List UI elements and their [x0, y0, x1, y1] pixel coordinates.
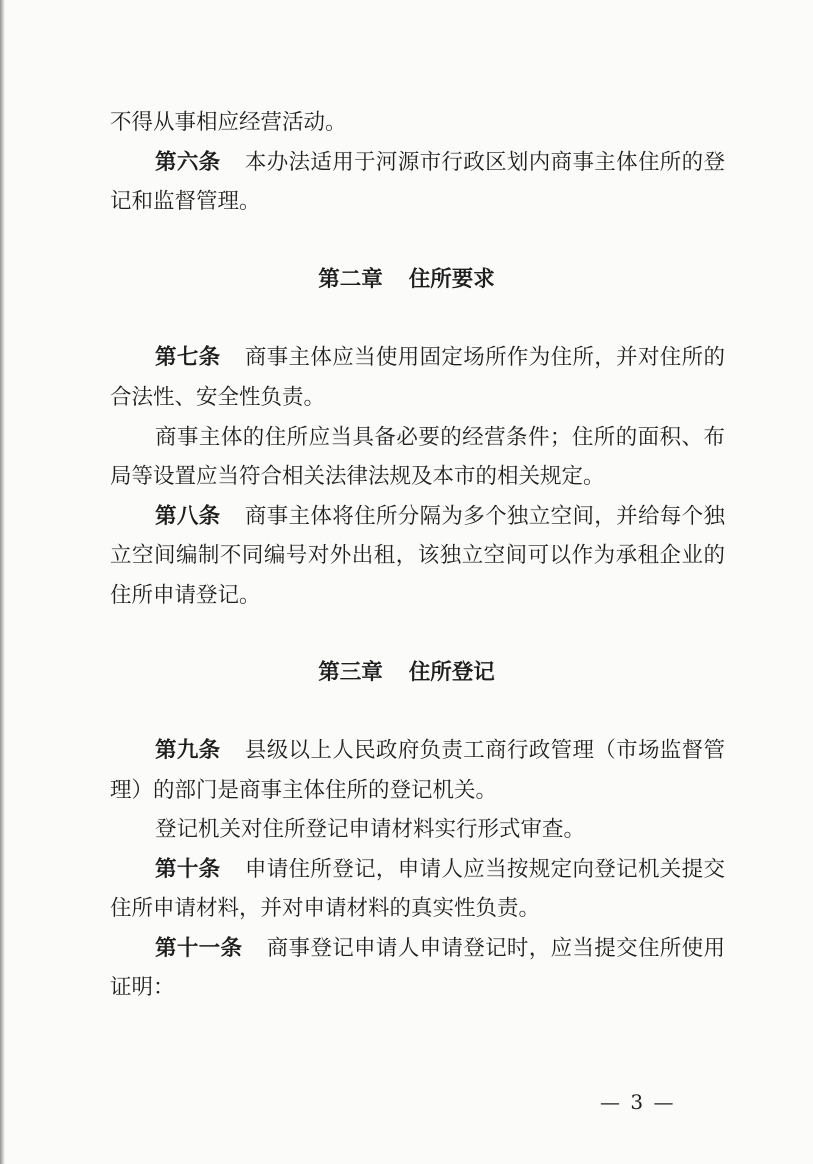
article-label: 第九条	[155, 738, 221, 763]
text-line: 住所申请材料，并对申请材料的真实性负责。	[110, 896, 541, 921]
text-line: 记和监督管理。	[110, 189, 261, 214]
chapter-title: 住所登记	[408, 660, 495, 685]
text-line: 合法性、安全性负责。	[110, 385, 326, 410]
article-8-line-2	[110, 541, 725, 571]
chapter-2-heading	[0, 265, 813, 295]
article-11-line-1	[155, 934, 725, 964]
article-7-para-2-line-1	[155, 423, 725, 453]
article-7-line-2	[110, 383, 325, 413]
text-line: 本办法适用于河源市行政区划内商事主体住所的登	[244, 150, 725, 175]
text-line: 住所申请登记。	[110, 583, 261, 608]
article-label: 第八条	[155, 504, 221, 529]
article-8-line-3	[110, 581, 261, 611]
chapter-title: 住所要求	[408, 267, 495, 292]
text-line: 县级以上人民政府负责工商行政管理（市场监督管	[244, 738, 725, 763]
article-label: 第六条	[155, 150, 221, 175]
text-line: 商事主体将住所分隔为多个独立空间，并给每个独	[244, 504, 725, 529]
article-7-line-1	[155, 343, 725, 373]
article-10-line-1	[155, 855, 725, 885]
text-line: 申请住所登记，申请人应当按规定向登记机关提交	[244, 857, 725, 882]
article-label: 第七条	[155, 345, 221, 370]
chapter-number: 第二章	[318, 267, 383, 292]
article-8-line-1	[155, 502, 725, 532]
article-9-para-2	[155, 815, 585, 845]
article-9-line-2	[110, 776, 497, 806]
article-11-line-2	[110, 973, 175, 1003]
article-9-line-1	[155, 736, 725, 766]
text-line: 商事主体应当使用固定场所作为住所，并对住所的	[244, 345, 725, 370]
text-line: 理）的部门是商事主体住所的登记机关。	[110, 778, 498, 803]
chapter-3-heading	[0, 658, 813, 688]
article-label: 第十一条	[155, 936, 243, 961]
chapter-number: 第三章	[318, 660, 383, 685]
text-line: 商事登记申请人申请登记时，应当提交住所使用	[266, 936, 725, 961]
article-6-line-1	[155, 148, 725, 178]
article-10-line-2	[110, 894, 540, 924]
text-line: 立空间编制不同编号对外出租，该独立空间可以作为承租企业的	[110, 543, 725, 568]
article-label: 第十条	[155, 857, 221, 882]
paragraph-continuation	[110, 108, 347, 138]
text-line: 证明：	[110, 975, 175, 1000]
text-line: 局等设置应当符合相关法律法规及本市的相关规定。	[110, 464, 605, 489]
page-number: — 3 —	[600, 1090, 676, 1114]
article-7-para-2-line-2	[110, 462, 605, 492]
article-6-line-2	[110, 187, 261, 217]
text-line: 登记机关对住所登记申请材料实行形式审查。	[155, 817, 586, 842]
text-line: 不得从事相应经营活动。	[110, 110, 347, 135]
text-line: 商事主体的住所应当具备必要的经营条件；住所的面积、布	[155, 425, 725, 450]
